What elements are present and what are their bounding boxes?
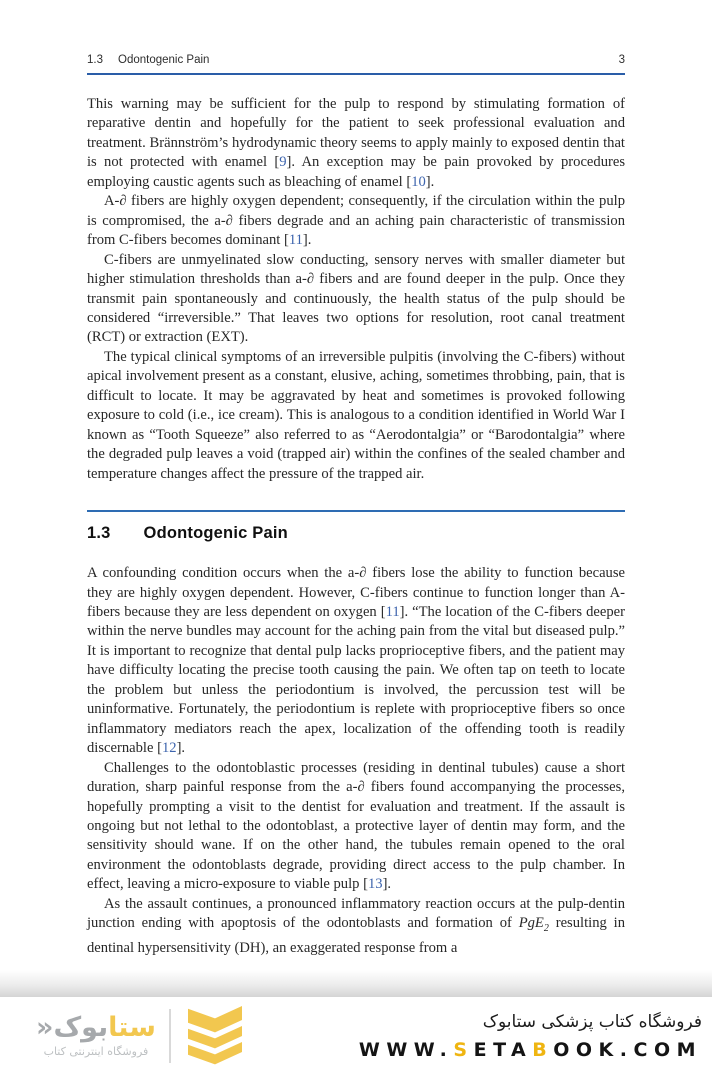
setabook-logo xyxy=(36,1003,246,1069)
bookstore-footer xyxy=(0,997,712,1079)
citation-link[interactable]: 11 xyxy=(385,603,400,620)
text-segment: ]. xyxy=(425,173,435,190)
text-segment: A confounding condition occurs when the a-∂ fibers lose the ability to function because they are highly oxygen dependent. However, C-fibers continue to function longer than A-fibers because they are less dependent on oxygen [ xyxy=(87,565,625,620)
text-segment: resulting in dentinal hypersensitivity (DH), an exaggerated response from a xyxy=(87,915,625,956)
setabook-wordmark xyxy=(36,1011,156,1043)
header-rule xyxy=(87,73,625,75)
paragraph xyxy=(87,95,625,192)
text-segment: PgE xyxy=(518,915,544,932)
wordmark-gold-part: ستا xyxy=(108,1011,156,1043)
page-number: 3 xyxy=(618,54,625,66)
running-header xyxy=(87,54,625,66)
citation-link[interactable]: 9 xyxy=(279,154,287,171)
website-letter: B xyxy=(532,1038,554,1061)
running-header-section-title: Odontogenic Pain xyxy=(118,54,210,66)
text-segment: Challenges to the odontoblastic processes (residing in dentinal tubules) cause a short duration, sharp painful response from the a-∂ fibers found accompanying the processes, hopefully prompting a visit to the dentist for evaluation and treatment. If the assault is ongoing but not lethal to the odontoblast, a protective layer of dentin may form, and the sensitivity should wane. If on the other hand, the tubules remain opened to the oral environment the odontoblasts degrade, providing direct access to the pulp chamber. In effect, leaving a micro-exposure to viable pulp [ xyxy=(87,759,625,893)
website-letter: WWW. xyxy=(358,1038,454,1061)
paragraph xyxy=(87,251,625,348)
text-segment: C-fibers are unmyelinated slow conducting, sensory nerves with smaller diameter but higher stimulation thresholds than a-∂ fibers and are found deeper in the pulp. Once they transmit pain spontaneously and continuously, the health status of the pulp should be considered “irreversible.” That leaves two options for resolution, root canal treatment (RCT) or extraction (EXT). xyxy=(87,251,625,346)
website-letter: OOK.COM xyxy=(553,1038,702,1061)
text-segment: ]. An exception may be pain provoked by procedures employing caustic agents such as bleaching of enamel [ xyxy=(87,154,626,190)
bookstore-info xyxy=(359,1012,702,1061)
store-name-farsi: فروشگاه کتاب پزشکی ستابوک xyxy=(482,1011,702,1032)
citation-link[interactable]: 13 xyxy=(367,876,383,893)
paragraph xyxy=(87,192,625,250)
logo-tagline: فروشگاه اینترنتی کتاب xyxy=(43,1045,149,1059)
chevron-emblem-icon xyxy=(184,1003,246,1069)
wordmark-chevron-glyph: « xyxy=(36,1011,54,1043)
section-heading xyxy=(87,524,625,543)
running-header-section-number: 1.3 xyxy=(87,54,103,66)
website-letter: ETA xyxy=(473,1038,533,1061)
page-bottom-shadow xyxy=(0,970,712,997)
website-url xyxy=(359,1039,702,1061)
text-segment: This warning may be sufficient for the pulp to respond by stimulating formation of reparative dentin and hopefully for the patient to seek professional evaluation and treatment. Brännström’s hydrodynamic theory seems to apply mainly to exposed dentin that is not protected with enamel [ xyxy=(87,96,625,171)
section-heading-number: 1.3 xyxy=(87,524,111,543)
logo-divider xyxy=(169,1009,171,1063)
text-segment: As the assault continues, a pronounced inflammatory reaction occurs at the pulp-dentin junction ending with apoptosis of the odontoblasts and formation of xyxy=(87,895,625,932)
paragraph xyxy=(87,895,625,958)
text-segment: A-∂ fibers are highly oxygen dependent; consequently, if the circulation within the pulp is compromised, the a-∂ fibers degrade and an aching pain characteristic of transmission from C-fibers becomes dominant [ xyxy=(87,193,625,249)
section-heading-rule xyxy=(87,510,625,512)
subscript-segment: 2 xyxy=(543,923,549,935)
text-segment: ]. xyxy=(382,876,392,893)
running-header-title xyxy=(87,54,209,66)
body-text-block-1 xyxy=(87,95,625,484)
paragraph xyxy=(87,348,625,484)
wordmark-gray-part: بوک xyxy=(53,1011,109,1043)
text-segment: ]. xyxy=(176,740,186,757)
section-heading-title: Odontogenic Pain xyxy=(143,524,288,543)
citation-link[interactable]: 12 xyxy=(161,740,177,757)
body-text-block-2 xyxy=(87,564,625,958)
citation-link[interactable]: 11 xyxy=(288,232,303,249)
paragraph xyxy=(87,759,625,895)
citation-link[interactable]: 10 xyxy=(411,173,426,190)
text-segment: ]. xyxy=(302,232,312,249)
text-segment: The typical clinical symptoms of an irreversible pulpitis (involving the C-fibers) without apical involvement present as a constant, elusive, aching, sometimes throbbing, pain, that is difficult to locate. It may be aggravated by heat and sometimes is provoked following exposure to cold (i.e., ice cream). This is analogous to a condition identified in World War I known as “Tooth Squeeze” also referred to as “Aerodontalgia” or “Barodontalgia” where the degraded pulp leaves a void (trapped air) within the confines of the sealed chamber and temperature changes affect the pressure of the trapped air. xyxy=(87,348,625,482)
website-letter: S xyxy=(453,1038,474,1061)
paragraph xyxy=(87,564,625,759)
text-segment: ]. “The location of the C-fibers deeper within the nerve bundles may account for the aching pain from the vital but diseased pulp.” It is important to recognize that dental pulp lacks proprioceptive fibers, and the patient may have difficulty locating the precise tooth causing the pain. We often tap on teeth to locate the problem but unless the periodontium is involved, the percussion test will be uninformative. Fortunately, the periodontium is replete with proprioceptive fibers so once inflammatory mediators reach the apex, localization of the offending tooth is readily discernable [ xyxy=(87,603,625,757)
setabook-wordmark-block xyxy=(36,1011,156,1059)
